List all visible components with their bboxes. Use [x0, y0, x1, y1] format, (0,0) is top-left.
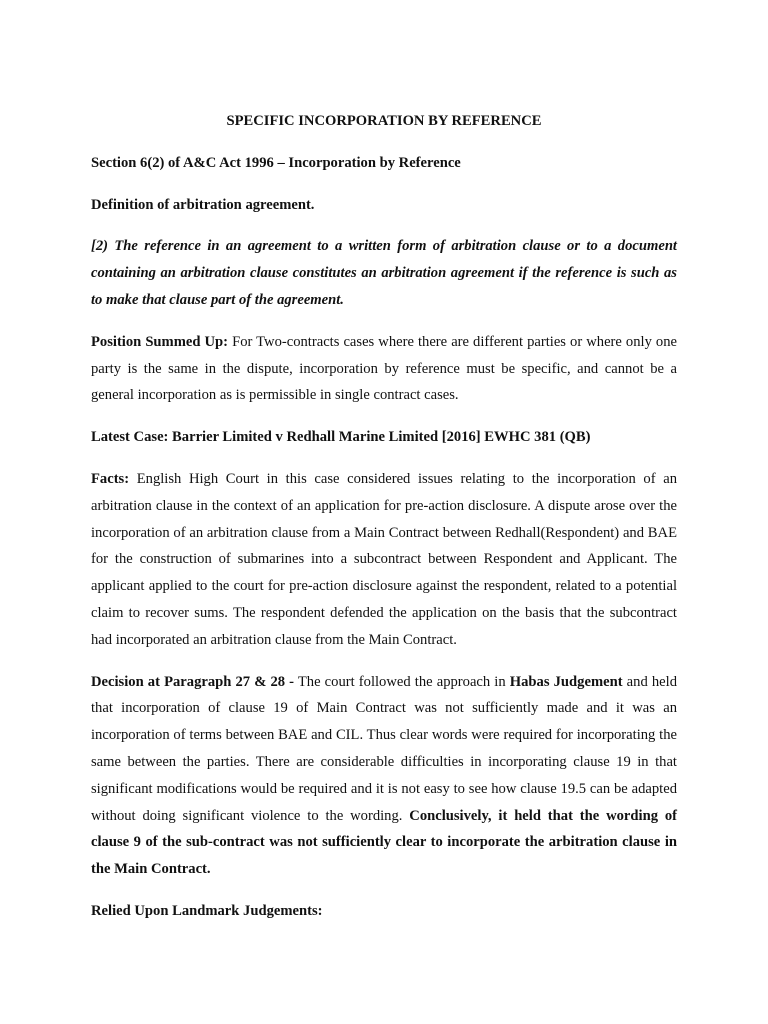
definition-text: [2) The reference in an agreement to a written form of arbitration clause or to a document containing an arbitration clause constitutes an arbitration agreement if the reference is such as to make that clause part of the agreement.: [91, 238, 677, 308]
decision-text-2: and held that incorporation of clause 19 of Main Contract was not sufficiently made and it was an incorporation of terms between BAE and CIL. Thus clear words were required for incorporating the same between the parties. There are considerable difficulties in incorporating clause 19 in that significant modifications would be required and it is not easy to see how clause 19.5 can be adapted without doing significant violence to the wording.: [91, 673, 677, 824]
position-paragraph: [91, 329, 677, 409]
decision-conclusion: Conclusively, it held that the wording of clause 9 of the sub-contract was not sufficiently clear to incorporate the arbitration clause in the Main Contract.: [91, 807, 677, 878]
latest-case-heading: Latest Case: Barrier Limited v Redhall Marine Limited [2016] EWHC 381 (QB): [91, 429, 591, 446]
document-title: SPECIFIC INCORPORATION BY REFERENCE: [226, 113, 542, 129]
section-heading: Section 6(2) of A&C Act 1996 – Incorporation by Reference: [91, 154, 461, 171]
position-label: Position Summed Up:: [91, 333, 229, 350]
document-page: [91, 108, 677, 940]
habas-judgement: Habas Judgement: [509, 673, 623, 690]
definition-heading: Definition of arbitration agreement.: [91, 196, 315, 213]
facts-paragraph: [91, 466, 677, 654]
position-text: For Two-contracts cases where there are different parties or where only one party is the same in the dispute, incorporation by reference must be specific, and cannot be a general incorporation as is permissible in single contract cases.: [91, 333, 677, 404]
facts-text: English High Court in this case considered issues relating to the incorporation of an arbitration clause in the context of an application for pre-action disclosure. A dispute arose over the incorporation of an arbitration clause from a Main Contract between Redhall(Respondent) and BAE for the construction of submarines into a subcontract between Respondent and Applicant. The applicant applied to the court for pre-action disclosure against the respondent, related to a potential claim to recover sums. The respondent defended the application on the basis that the subcontract had incorporated an arbitration clause from the Main Contract.: [91, 470, 677, 648]
decision-label: Decision at Paragraph 27 & 28 -: [91, 673, 295, 690]
relied-upon-heading: Relied Upon Landmark Judgements:: [91, 902, 323, 919]
decision-paragraph: [91, 669, 677, 883]
facts-label: Facts:: [91, 470, 130, 487]
decision-text-1: The court followed the approach in: [294, 673, 510, 690]
